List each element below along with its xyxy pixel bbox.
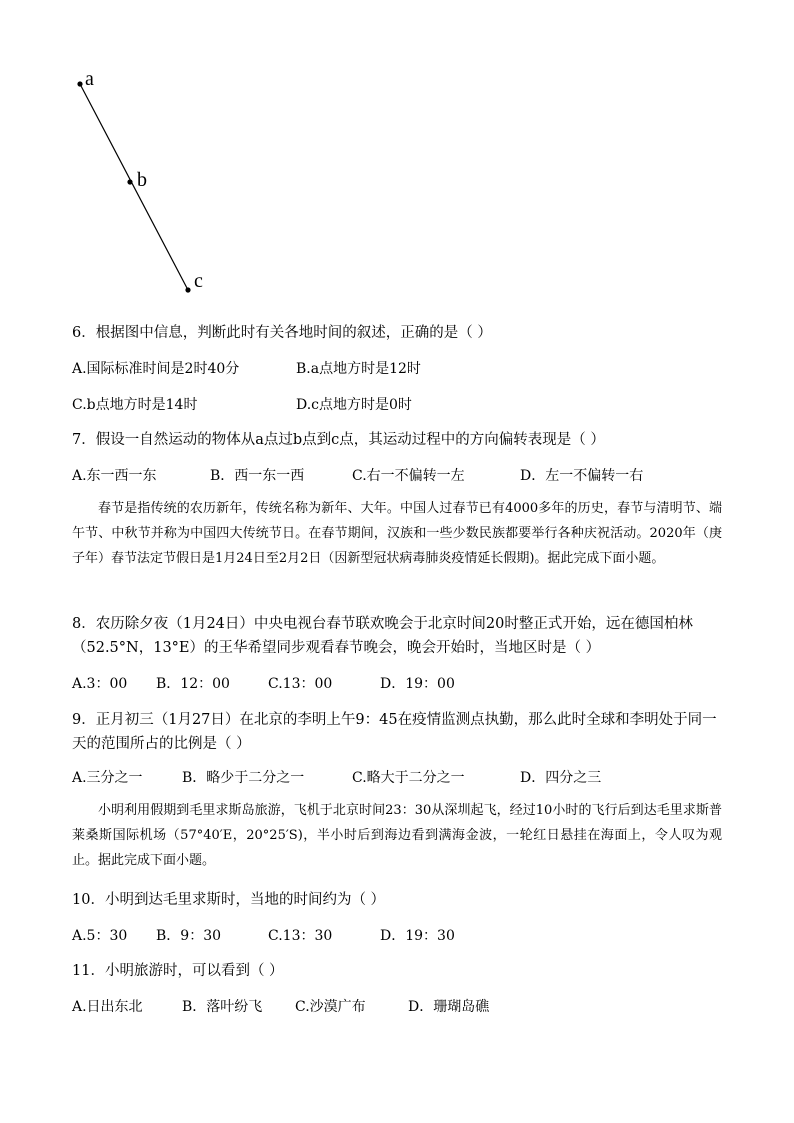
q11-option-d[interactable]: D．珊瑚岛礁: [408, 999, 490, 1015]
passage-1-text: 春节是指传统的农历新年，传统名称为新年、大年。中国人过春节已有4000多年的历史，春节与清明节、端午节、中秋节并称为中国四大传统节日。在春节期间，汉族和一些少数民族都要举行各种庆祝活动。2020年（庚子年）春节法定节假日是1月24日至2月2日（因新型冠状病毒肺炎疫情延长假期)。据此完成下面小题。: [72, 501, 722, 566]
q11-option-a[interactable]: A.日出东北: [72, 999, 143, 1015]
passage-spring-festival: [72, 496, 722, 571]
q7-option-c[interactable]: C.右一不偏转一左: [352, 468, 465, 484]
q6-option-c[interactable]: C.b点地方时是14时: [72, 397, 198, 413]
diagram-line-abc: [70, 65, 220, 305]
question-10-stem: 10．小明到达毛里求斯时，当地的时间约为（ ）: [72, 892, 386, 908]
q9-option-c[interactable]: C.略大于二分之一: [352, 770, 465, 786]
q9-option-a[interactable]: A.三分之一: [72, 770, 143, 786]
q7-option-a[interactable]: A.东一西一东: [72, 468, 157, 484]
q7-option-b[interactable]: B．西一东一西: [210, 468, 305, 484]
q10-option-a[interactable]: A.5：30: [72, 928, 128, 944]
q6-option-d[interactable]: D.c点地方时是0时: [296, 397, 412, 413]
q8-option-d[interactable]: D．19：00: [380, 676, 455, 692]
q11-option-c[interactable]: C.沙漠广布: [295, 999, 366, 1015]
q9-option-b[interactable]: B．略少于二分之一: [182, 770, 305, 786]
label-a: a: [85, 68, 94, 90]
question-7-stem: 7．假设一自然运动的物体从a点过b点到c点，其运动过程中的方向偏转表现是（ ）: [72, 432, 605, 448]
q8-option-b[interactable]: B．12：00: [156, 676, 230, 692]
q10-option-c[interactable]: C.13：30: [268, 928, 333, 944]
point-b: [127, 179, 132, 184]
q10-option-d[interactable]: D．19：30: [380, 928, 455, 944]
q10-option-b[interactable]: B．9：30: [156, 928, 222, 944]
label-c: c: [194, 270, 203, 292]
q11-option-b[interactable]: B．落叶纷飞: [182, 999, 263, 1015]
question-11-stem: 11．小明旅游时，可以看到（ ）: [72, 963, 284, 979]
point-c: [185, 287, 190, 292]
passage-2-text: 小明利用假期到毛里求斯岛旅游，飞机于北京时间23：30从深圳起飞，经过10小时的飞行后到达毛里求斯普莱桑斯国际机场（57°40′E，20°25′S)，半小时后到海边看到满海金波，一轮红日悬挂在海面上，令人叹为观止。据此完成下面小题。: [72, 803, 722, 868]
question-8-stem: 8．农历除夕夜（1月24日）中央电视台春节联欢晚会于北京时间20时整正式开始，远在德国柏林（52.5°N，13°E）的王华希望同步观看春节晚会，晚会开始时，当地区时是（ ）: [72, 616, 693, 656]
question-9-stem: 9．正月初三（1月27日）在北京的李明上午9：45在疫情监测点执勤，那么此时全球和李明处于同一天的范围所占的比例是（ ）: [72, 712, 717, 752]
q9-option-d[interactable]: D．四分之三: [520, 770, 602, 786]
q6-option-b[interactable]: B.a点地方时是12时: [296, 361, 421, 377]
passage-mauritius-trip: [72, 798, 722, 873]
question-6-stem: 6．根据图中信息，判断此时有关各地时间的叙述，正确的是（ ）: [72, 325, 492, 341]
q8-option-c[interactable]: C.13：00: [268, 676, 333, 692]
point-a: [77, 81, 82, 86]
label-b: b: [137, 169, 147, 191]
q7-option-d[interactable]: D．左一不偏转一右: [520, 468, 644, 484]
diagram-line: [80, 84, 188, 290]
q6-option-a[interactable]: A.国际标准时间是2时40分: [72, 361, 240, 377]
q8-option-a[interactable]: A.3：00: [72, 676, 128, 692]
